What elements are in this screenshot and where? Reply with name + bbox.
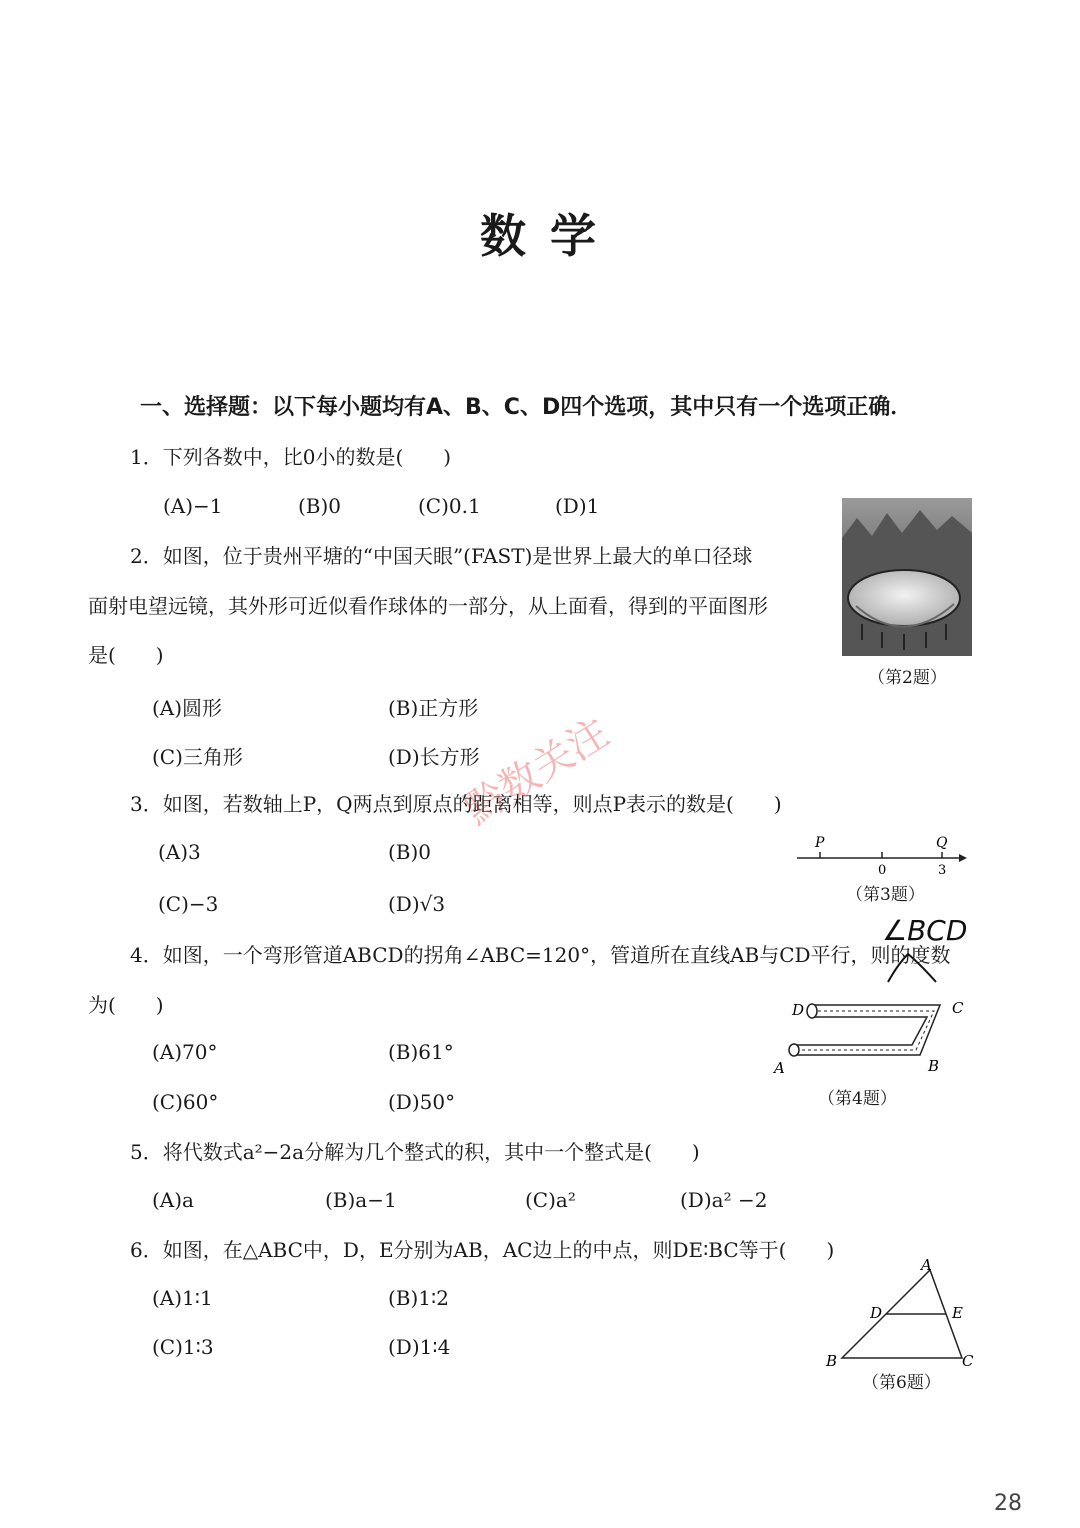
label-b: B — [928, 1057, 940, 1075]
label-c: C — [962, 1352, 974, 1368]
q5-option-a: (A)a — [152, 1188, 194, 1212]
q2-option-a: (A)圆形 — [152, 696, 223, 720]
label-d: D — [870, 1304, 883, 1322]
section-heading: 一、选择题：以下每小题均有A、B、C、D四个选项，其中只有一个选项正确． — [140, 395, 913, 420]
q6-option-c: (C)1∶3 — [152, 1335, 214, 1359]
label-three: 3 — [938, 863, 947, 878]
q4-option-b: (B)61° — [388, 1040, 454, 1064]
q5-option-d: (D)a² −2 — [680, 1188, 768, 1212]
q2-option-c: (C)三角形 — [152, 745, 243, 769]
q2-option-b: (B)正方形 — [388, 696, 479, 720]
q5-option-b: (B)a−1 — [325, 1188, 397, 1212]
label-c: C — [952, 999, 964, 1017]
q2-option-d: (D)长方形 — [388, 745, 480, 769]
question-4-line-2: 为( ) — [88, 993, 164, 1017]
pipe-inner-wall — [794, 1017, 927, 1045]
question-6-text: 6．如图，在△ABC中，D，E分别为AB，AC边上的中点，则DE∶BC等于( ) — [130, 1238, 835, 1262]
q3-option-b: (B)0 — [388, 840, 432, 864]
q1-option-a: (A)−1 — [163, 494, 223, 518]
question-1-text: 1．下列各数中，比0小的数是( ) — [130, 445, 452, 469]
q6-option-b: (B)1∶2 — [388, 1286, 449, 1310]
fast-telescope-photo — [842, 498, 972, 656]
label-a: A — [921, 1258, 932, 1274]
watermark: 黔数关注 — [456, 709, 617, 834]
pipe-end-d — [807, 1004, 817, 1018]
label-zero: 0 — [878, 863, 887, 878]
q3-option-a: (A)3 — [158, 840, 201, 864]
q5-option-c: (C)a² — [525, 1188, 576, 1212]
q1-option-b: (B)0 — [298, 494, 342, 518]
q6-figure-caption: （第6题） — [862, 1373, 941, 1393]
q3-option-c: (C)−3 — [158, 892, 219, 916]
q4-option-c: (C)60° — [152, 1090, 219, 1114]
q4-option-a: (A)70° — [152, 1040, 218, 1064]
page-title: 数 学 — [479, 209, 600, 263]
q4-figure-caption: （第4题） — [818, 1089, 897, 1109]
label-p: P — [815, 835, 825, 851]
label-d: D — [792, 1001, 805, 1019]
question-2-line-2: 面射电望远镜，其外形可近似看作球体的一部分，从上面看，得到的平面图形 — [88, 594, 768, 618]
triangle-figure — [820, 1258, 980, 1368]
handwritten-angle-text: ∠BCD — [882, 914, 968, 947]
q4-option-d: (D)50° — [388, 1090, 456, 1114]
q1-option-c: (C)0.1 — [418, 494, 481, 518]
q3-figure-caption: （第3题） — [846, 885, 925, 905]
number-line-figure — [795, 832, 975, 880]
q1-option-d: (D)1 — [555, 494, 600, 518]
q2-figure-caption: （第2题） — [868, 668, 947, 688]
question-2-line-3: 是( ) — [88, 643, 164, 667]
label-e: E — [952, 1304, 963, 1322]
question-4-line-1: 4．如图，一个弯形管道ABCD的拐角∠ABC=120°，管道所在直线AB与CD平行，则的度数 — [130, 943, 951, 967]
question-2-line-1: 2．如图，位于贵州平塘的“中国天眼”(FAST)是世界上最大的单口径球 — [130, 544, 753, 568]
q6-option-a: (A)1∶1 — [152, 1286, 213, 1310]
q6-option-d: (D)1∶4 — [388, 1335, 451, 1359]
number-line-arrow — [959, 854, 967, 862]
label-a: A — [774, 1059, 785, 1077]
page-number: 28 — [994, 1491, 1022, 1516]
question-3-text: 3．如图，若数轴上P，Q两点到原点的距离相等，则点P表示的数是( ) — [130, 792, 782, 816]
pipe-end-a — [789, 1044, 799, 1056]
label-b: B — [826, 1352, 838, 1368]
label-q: Q — [936, 835, 948, 851]
question-5-text: 5．将代数式a²−2a分解为几个整式的积，其中一个整式是( ) — [130, 1140, 700, 1164]
pipe-figure — [772, 995, 972, 1077]
q3-option-d: (D)√3 — [388, 892, 446, 916]
